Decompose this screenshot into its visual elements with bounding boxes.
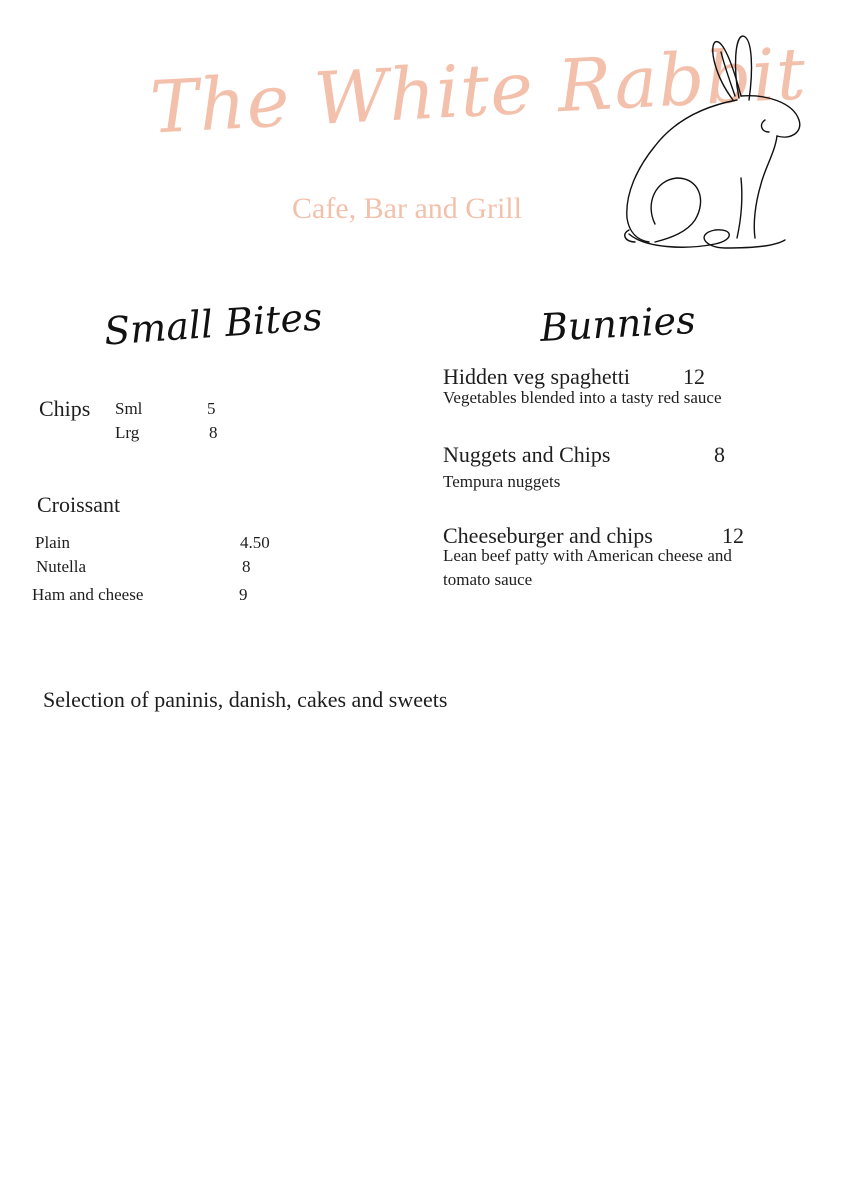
dish-nuggets-chips-description: Tempura nuggets [443, 472, 561, 491]
croissant-label: Croissant [37, 492, 121, 517]
chips-price-sml: 5 [207, 399, 216, 418]
chips-price-lrg: 8 [209, 423, 218, 442]
dish-cheeseburger-chips-name: Cheeseburger and chips [443, 523, 653, 548]
croissant-plain-price: 4.50 [240, 533, 270, 552]
brand-subtitle: Cafe, Bar and Grill [292, 192, 522, 225]
croissant-ham-cheese-price: 9 [239, 585, 248, 604]
dish-cheeseburger-chips-price: 12 [722, 523, 744, 548]
chips-size-lrg: Lrg [115, 423, 140, 442]
chips-size-sml: Sml [115, 399, 143, 418]
dish-hidden-veg-spaghetti-price: 12 [683, 364, 705, 389]
dish-cheeseburger-chips-description: Lean beef patty with American cheese and tomato sauce [443, 546, 732, 589]
dish-hidden-veg-spaghetti-name: Hidden veg spaghetti [443, 364, 630, 389]
bunnies-heading: Bunnies [538, 297, 697, 351]
dish-nuggets-chips-name: Nuggets and Chips [443, 442, 611, 467]
croissant-nutella-price: 8 [242, 557, 251, 576]
croissant-nutella-name: Nutella [36, 557, 87, 576]
small-bites-heading: Small Bites [102, 294, 324, 354]
chips-label: Chips [39, 396, 91, 421]
dish-hidden-veg-spaghetti-description: Vegetables blended into a tasty red sauce [443, 388, 722, 407]
rabbit-line-drawing-icon [615, 28, 810, 253]
croissant-plain-name: Plain [35, 533, 70, 552]
footer-note: Selection of paninis, danish, cakes and sweets [43, 687, 448, 712]
croissant-ham-cheese-name: Ham and cheese [32, 585, 144, 604]
dish-nuggets-chips-price: 8 [714, 442, 725, 467]
brand-title: The White Rabbit [148, 31, 809, 150]
